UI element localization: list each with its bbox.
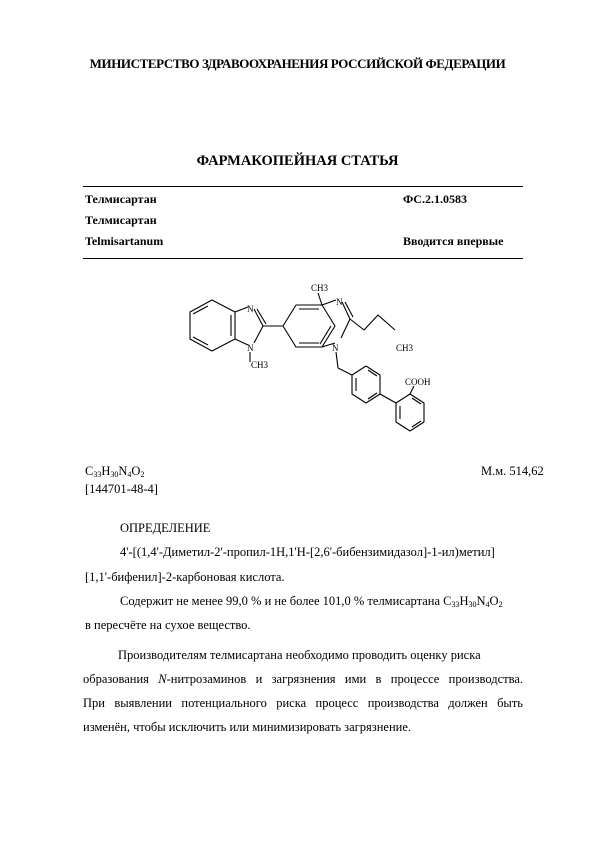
nitrosamine-line-4: изменён, чтобы исключить или минимизировать загрязнение. [83, 720, 412, 734]
label-cooh: COOH [405, 377, 431, 387]
nitrosamine-line-1: Производителям телмисартана необходимо проводить оценку риска [118, 648, 481, 662]
bottom-rule [83, 258, 523, 259]
name-russian-2: Телмисартан [85, 213, 157, 227]
definition-heading: ОПРЕДЕЛЕНИЕ [120, 521, 211, 535]
atom-n-2: N [247, 343, 254, 353]
chemical-name-line-2: [1,1'-бифенил]-2-карбоновая кислота. [85, 570, 285, 584]
label-ch3-top: CH3 [311, 283, 329, 293]
top-rule [83, 186, 523, 187]
molecular-formula: $C_{33}H_{30}N_4O_2$ [85, 464, 145, 479]
atom-n-1: N [247, 304, 254, 314]
nitrosamine-line-2: образования N-нитрозаминов и загрязнения ими в процессе производства. [83, 672, 523, 686]
name-russian: Телмисартан [85, 192, 157, 206]
content-basis: в пересчёте на сухое вещество. [85, 618, 251, 632]
atom-n-3: N [336, 297, 343, 307]
content-requirement: Содержит не менее 99,0 % и не более 101,0 % телмисартана $C_{33}H_{30}N_4O_2$ [120, 594, 503, 609]
document-type-title: ФАРМАКОПЕЙНАЯ СТАТЬЯ [196, 153, 399, 169]
ministry-title: МИНИСТЕРСТВО ЗДРАВООХРАНЕНИЯ РОССИЙСКОЙ ФЕДЕРАЦИИ [89, 56, 506, 71]
introduction-status: Вводится впервые [403, 234, 504, 248]
name-latin: Telmisartanum [85, 234, 164, 248]
nitrosamine-line-3: При выявлении потенциального риска процесс производства должен быть [83, 696, 523, 710]
monograph-code: ФС.2.1.0583 [403, 192, 467, 206]
cas-number: [144701-48-4] [85, 482, 158, 496]
structural-formula [186, 276, 446, 448]
label-ch3-propyl: CH3 [396, 343, 414, 353]
chemical-name-line-1: 4'-[(1,4'-Диметил-2'-пропил-1H,1'H-[2,6'-бибензимидазол]-1-ил)метил] [120, 545, 495, 559]
molecular-weight: М.м. 514,62 [481, 464, 544, 478]
atom-n-4: N [332, 343, 339, 353]
label-ch3-left: CH3 [251, 360, 269, 370]
